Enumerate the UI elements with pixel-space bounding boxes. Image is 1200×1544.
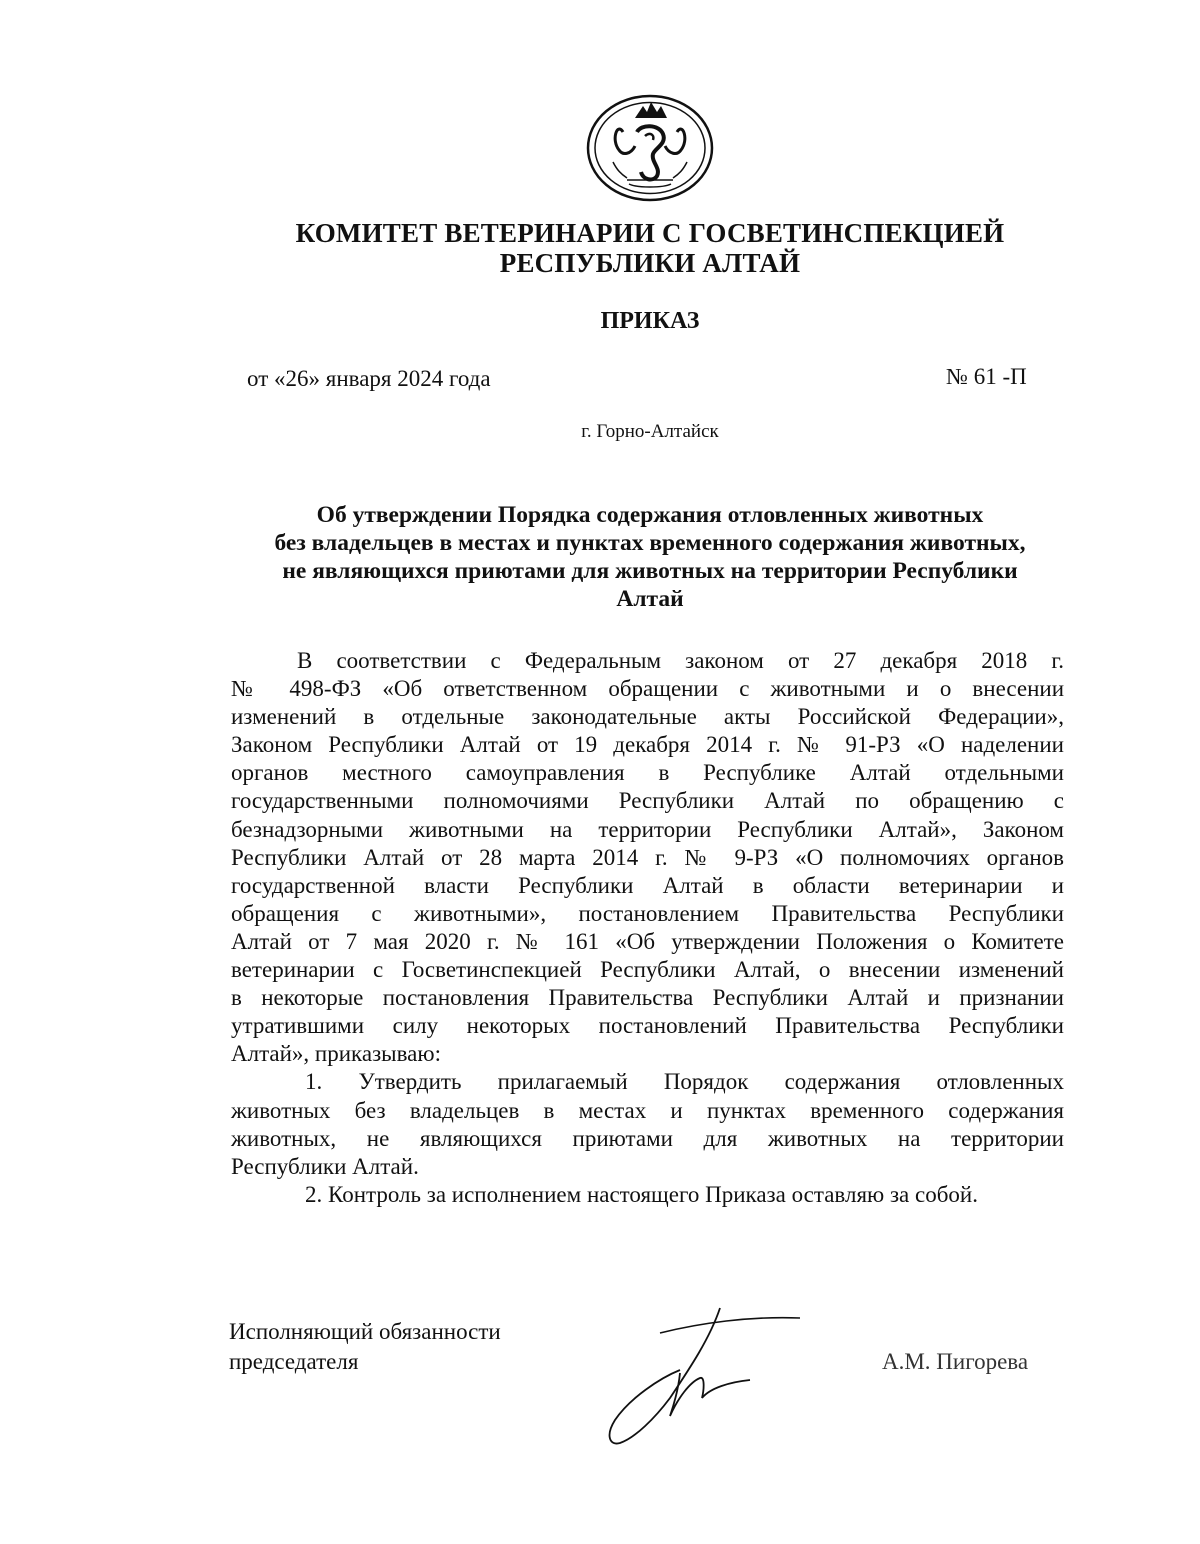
body-line: Алтай от 7 мая 2020 г. № 161 «Об утверждении Положения о Комитете — [231, 928, 1064, 954]
signatory-position-line1: Исполняющий обязанности — [229, 1319, 501, 1344]
body-line: Республики Алтай от 28 марта 2014 г. № 9-РЗ «О полномочиях органов — [231, 844, 1064, 870]
organization-name-line1: КОМИТЕТ ВЕТЕРИНАРИИ С ГОСВЕТИНСПЕКЦИЕЙ — [295, 218, 1005, 248]
title-line: без владельцев в местах и пунктах временного содержания животных, — [274, 530, 1026, 556]
body-line: № 498-ФЗ «Об ответственном обращении с животными и о внесении — [231, 676, 1064, 702]
body-line: Законом Республики Алтай от 19 декабря 2014 г. № 91-РЗ «О наделении — [231, 732, 1064, 758]
body-line: органов местного самоуправления в Республике Алтай отдельными — [231, 760, 1064, 786]
organization-name-line2: РЕСПУБЛИКИ АЛТАЙ — [499, 248, 801, 278]
title-line: Об утверждении Порядка содержания отловленных животных — [316, 502, 984, 528]
signatory-position-line2: председателя — [229, 1349, 359, 1374]
body-line: государственной власти Республики Алтай в области ветеринарии и — [231, 872, 1064, 898]
title-line: Алтай — [616, 586, 684, 612]
coat-of-arms-icon — [583, 92, 717, 204]
body-line: обращения с животными», постановлением Правительства Республики — [231, 900, 1064, 926]
body-line: ветеринарии с Госветинспекцией Республики Алтай, о внесении изменений — [231, 957, 1064, 983]
body-line: В соответствии с Федеральным законом от 27 декабря 2018 г. — [297, 648, 1064, 673]
handwritten-signature — [560, 1298, 810, 1448]
signatory-position — [229, 1317, 501, 1377]
item2-line: 2. Контроль за исполнением настоящего Приказа оставляю за собой. — [305, 1181, 978, 1207]
item1-line: животных без владельцев в местах и пунктах временного содержания — [231, 1097, 1064, 1123]
title-line: не являющихся приютами для животных на территории Республики — [282, 558, 1018, 584]
body-line: безнадзорными животными на территории Республики Алтай», Законом — [231, 816, 1064, 842]
body-line: в некоторые постановления Правительства Республики Алтай и признании — [231, 985, 1064, 1011]
document-type: ПРИКАЗ — [600, 308, 700, 334]
item1-line: Республики Алтай. — [231, 1153, 419, 1179]
item1-line: животных, не являющихся приютами для животных на территории — [231, 1125, 1064, 1151]
document-title — [200, 501, 1100, 613]
body-line: изменений в отдельные законодательные акты Российской Федерации», — [231, 704, 1064, 730]
document-number: № 61 -П — [946, 364, 1027, 389]
item1-line: 1. Утвердить прилагаемый Порядок содержания отловленных — [305, 1069, 1064, 1095]
signer-name: А.М. Пигорева — [882, 1349, 1029, 1374]
document-city: г. Горно-Алтайск — [581, 421, 719, 442]
body-line: государственными полномочиями Республики Алтай по обращению с — [231, 788, 1064, 814]
body-line: утратившими силу некоторых постановлений Правительства Республики — [231, 1013, 1064, 1039]
document-date: от «26» января 2024 года — [247, 366, 491, 391]
document-body — [231, 647, 1064, 1209]
body-line: Алтай», приказываю: — [231, 1041, 441, 1067]
